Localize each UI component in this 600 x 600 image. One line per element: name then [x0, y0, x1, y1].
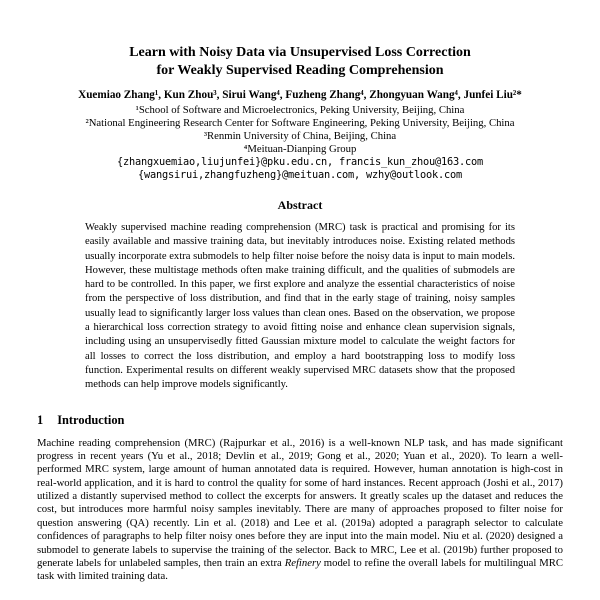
abstract-heading: Abstract	[277, 197, 323, 212]
affiliation-2: ²National Engineering Research Center for Software Engineering, Peking University, Beijing, China	[85, 116, 515, 129]
affiliation-1: ¹School of Software and Microelectronics, Peking University, Beijing, China	[135, 103, 465, 116]
email-line-2: {wangsirui,zhangfuzheng}@meituan.com, wzhy@outlook.com	[138, 168, 462, 181]
section-1-heading	[37, 413, 563, 428]
paper-title-line-2: for Weakly Supervised Reading Comprehension	[156, 62, 444, 78]
author-list: Xuemiao Zhang¹, Kun Zhou³, Sirui Wang⁴, Fuzheng Zhang⁴, Zhongyuan Wang⁴, Junfei Liu²*	[78, 88, 522, 101]
abstract-text: Weakly supervised machine reading comprehension (MRC) task is practical and promising for its easily available and massive training data, but inevitably introduces noise. Existing related methods usually incorporate extra submodels to help filter noise before the noisy data is input to main models. However, these multistage methods often make training difficult, and the qualities of submodels are hard to be controlled. In this paper, we first explore and analyze the essential characteristics of noise from the perspective of loss distribution, and find that in the early stage of training, noisy samples usually lead to significantly larger loss values than clean ones. Based on the observation, we propose a hierarchical loss correction strategy to avoid fitting noise and enhance clean supervision signals, including using an unsupervisedly fitted Gaussian mixture model to calculate the weight factors for all losses to correct the loss distribution, and employ a hard bootstrapping loss to modify loss function. Experimental results on different weakly supervised MRC datasets show that the proposed methods can help improve models significantly.	[85, 221, 515, 391]
introduction-text-part-2: model to refine the overall labels for multilingual MRC task with limited training data.	[37, 556, 563, 583]
affiliation-3: ³Renmin University of China, Beijing, China	[203, 129, 397, 142]
refinery-italic-term: Refinery	[284, 556, 321, 569]
email-block	[37, 156, 563, 182]
paper-title	[37, 44, 563, 80]
section-1-title: Introduction	[57, 412, 125, 427]
affiliation-4: ⁴Meituan-Dianping Group	[243, 142, 357, 155]
email-line-1: {zhangxuemiao,liujunfei}@pku.edu.cn, francis_kun_zhou@163.com	[117, 156, 483, 168]
paper-title-line-1: Learn with Noisy Data via Unsupervised Loss Correction	[129, 45, 471, 60]
introduction-paragraph	[37, 437, 563, 584]
section-1-number: 1	[37, 412, 44, 427]
affiliation-block	[37, 104, 563, 156]
introduction-text-part-1: Machine reading comprehension (MRC) (Rajpurkar et al., 2016) is a well-known NLP task, and has made significant progress in recent years (Yu et al., 2018; Devlin et al., 2019; Gong et al., 2020; Yuan et al., 2020). To learn a well-performed MRC system, large amount of human annotated data is required. However, human annotation is high-cost in real-world application, and it is hard to control the quality for some of hard instances. Recent approach (Joshi et al., 2017) utilized a distantly supervised method to collect the excerpts for answers. It greatly scales up the dataset and reduces the cost, but introduces more harmful noisy samples inevitably. There are many of approaches proposed to filter noise for question answering (QA) recently. Lin et al. (2018) and Lee et al. (2019a) adopted a paragraph selector to calculate confidences of paragraphs to help filter noisy ones before they are input into the main model. Niu et al. (2020) designed a submodel to generate labels to supervise the training of the selector. Back to MRC, Lee et al. (2019b) further proposed to generate labels for unlabeled samples, then train an extra	[37, 436, 563, 569]
